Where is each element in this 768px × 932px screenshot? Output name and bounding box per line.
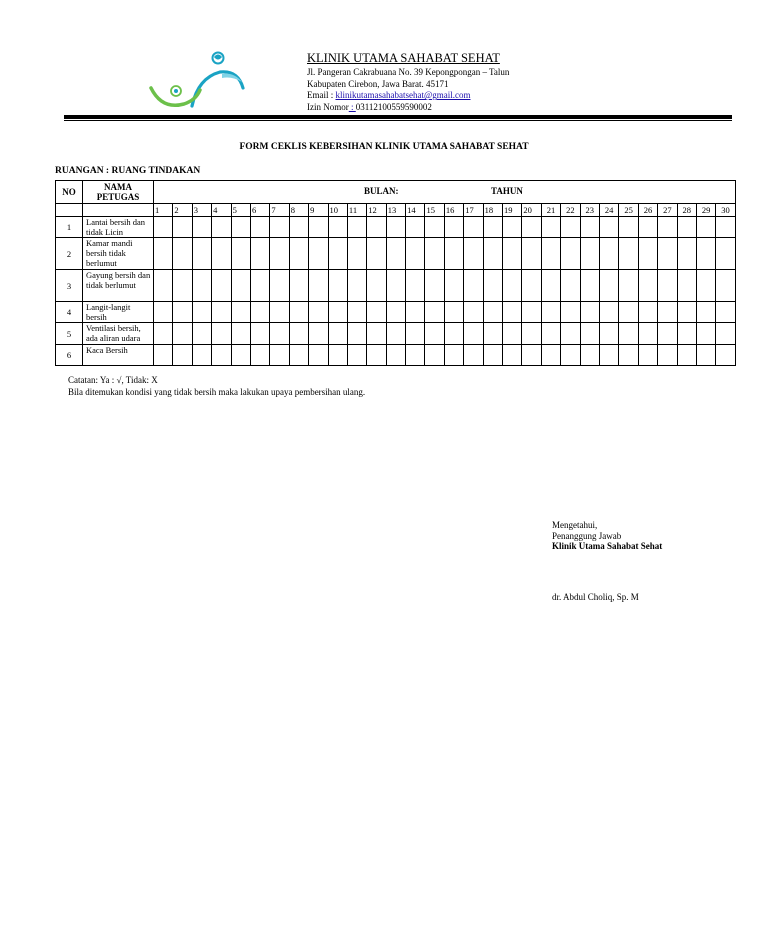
check-cell[interactable] [483,270,502,302]
check-cell[interactable] [619,323,638,345]
address-line-2: Kabupaten Cirebon, Jawa Barat. 45171 [307,78,449,89]
check-cell[interactable] [309,345,328,366]
table-row [56,238,736,270]
blank-cell [56,204,83,217]
check-cell[interactable] [483,238,502,270]
izin-line [307,102,509,114]
check-cell[interactable] [444,238,463,270]
check-cell[interactable] [309,238,328,270]
check-cell[interactable] [561,345,580,366]
day-number: 17 [464,204,483,217]
check-cell[interactable] [541,345,560,366]
notes-instruction: Bila ditemukan kondisi yang tidak bersih maka lakukan upaya pembersihan ulang. [68,387,366,397]
check-cell[interactable] [250,345,269,366]
check-cell[interactable] [406,270,425,302]
check-cell[interactable] [328,217,347,238]
check-cell[interactable] [386,323,405,345]
day-number: 6 [250,204,269,217]
check-cell[interactable] [231,217,250,238]
row-item: Langit-langit bersih [83,302,154,323]
row-item: Lantai bersih dan tidak Licin [83,217,154,238]
day-number: 22 [561,204,580,217]
check-cell[interactable] [270,345,289,366]
day-number-row [56,204,736,217]
check-cell[interactable] [328,270,347,302]
check-cell[interactable] [580,345,599,366]
check-cell[interactable] [599,345,618,366]
table-row [56,345,736,366]
check-cell[interactable] [444,323,463,345]
day-number: 2 [173,204,192,217]
day-number: 4 [212,204,231,217]
check-cell[interactable] [309,270,328,302]
check-cell[interactable] [638,217,657,238]
check-cell[interactable] [250,302,269,323]
check-cell[interactable] [212,217,231,238]
check-cell[interactable] [696,302,715,323]
day-number: 15 [425,204,444,217]
check-cell[interactable] [192,345,211,366]
check-cell[interactable] [270,217,289,238]
check-cell[interactable] [347,345,366,366]
header-row [56,181,736,204]
header-divider [64,115,732,119]
check-cell[interactable] [231,345,250,366]
check-cell[interactable] [231,302,250,323]
clinic-name: KLINIK UTAMA SAHABAT SEHAT [307,51,500,65]
day-number: 27 [658,204,677,217]
email-label: Email : [307,90,336,101]
room-label: RUANGAN : RUANG TINDAKAN [55,166,201,176]
check-cell[interactable] [328,323,347,345]
check-cell[interactable] [386,238,405,270]
signature-block [552,520,662,552]
check-cell[interactable] [173,238,192,270]
bulan-label: BULAN: [364,186,399,196]
signature-role: Penanggung Jawab [552,530,622,541]
check-cell[interactable] [619,217,638,238]
izin-separator: : [348,101,356,112]
check-cell[interactable] [677,345,696,366]
check-cell[interactable] [231,323,250,345]
check-cell[interactable] [580,270,599,302]
check-cell[interactable] [367,217,386,238]
check-cell[interactable] [541,270,560,302]
check-cell[interactable] [289,345,308,366]
table-row [56,270,736,302]
check-cell[interactable] [522,238,541,270]
check-cell[interactable] [696,345,715,366]
check-cell[interactable] [444,302,463,323]
day-number: 30 [716,204,735,217]
header-divider-thin [64,120,732,121]
check-cell[interactable] [677,270,696,302]
clinic-logo [148,48,246,112]
row-number: 3 [56,270,83,302]
day-number: 9 [309,204,328,217]
day-number: 28 [677,204,696,217]
check-cell[interactable] [561,238,580,270]
day-number: 10 [328,204,347,217]
check-cell[interactable] [464,217,483,238]
check-cell[interactable] [658,238,677,270]
check-cell[interactable] [347,217,366,238]
tahun-label: TAHUN [491,186,523,196]
check-cell[interactable] [309,217,328,238]
notes-legend: Catatan: Ya : √, Tidak: X [68,375,158,385]
izin-label: Izin Nomor [307,101,349,112]
check-cell[interactable] [561,270,580,302]
check-cell[interactable] [658,345,677,366]
check-cell[interactable] [367,302,386,323]
checklist-table [55,180,736,366]
check-cell[interactable] [192,238,211,270]
check-cell[interactable] [599,302,618,323]
check-cell[interactable] [192,217,211,238]
check-cell[interactable] [173,217,192,238]
check-cell[interactable] [347,238,366,270]
check-cell[interactable] [619,238,638,270]
row-number: 2 [56,238,83,270]
address-line-1: Jl. Pangeran Cakrabuana No. 39 Kepongpongan – Talun [307,67,510,77]
check-cell[interactable] [192,302,211,323]
check-cell[interactable] [347,323,366,345]
check-cell[interactable] [503,217,522,238]
check-cell[interactable] [464,302,483,323]
check-cell[interactable] [638,302,657,323]
row-number: 1 [56,217,83,238]
check-cell[interactable] [483,217,502,238]
check-cell[interactable] [444,217,463,238]
check-cell[interactable] [250,270,269,302]
row-number: 5 [56,323,83,345]
check-cell[interactable] [173,270,192,302]
check-cell[interactable] [289,323,308,345]
day-number: 7 [270,204,289,217]
check-cell[interactable] [464,345,483,366]
check-cell[interactable] [231,270,250,302]
check-cell[interactable] [716,345,735,366]
check-cell[interactable] [154,217,173,238]
day-number: 11 [347,204,366,217]
check-cell[interactable] [154,270,173,302]
check-cell[interactable] [522,345,541,366]
day-number: 20 [522,204,541,217]
table-row [56,323,736,345]
day-number: 18 [483,204,502,217]
check-cell[interactable] [406,345,425,366]
email-link[interactable]: klinikutamasahabatsehat@gmail.com [335,90,471,101]
check-cell[interactable] [154,323,173,345]
check-cell[interactable] [464,270,483,302]
check-cell[interactable] [192,270,211,302]
check-cell[interactable] [464,323,483,345]
check-cell[interactable] [580,323,599,345]
col-nama-header: NAMA PETUGAS [83,181,154,204]
check-cell[interactable] [677,302,696,323]
check-cell[interactable] [425,302,444,323]
check-cell[interactable] [154,238,173,270]
check-cell[interactable] [464,238,483,270]
check-cell[interactable] [386,345,405,366]
check-cell[interactable] [638,323,657,345]
check-cell[interactable] [406,238,425,270]
check-cell[interactable] [580,217,599,238]
check-cell[interactable] [309,323,328,345]
check-cell[interactable] [289,238,308,270]
check-cell[interactable] [173,302,192,323]
check-cell[interactable] [658,217,677,238]
check-cell[interactable] [212,323,231,345]
check-cell[interactable] [658,302,677,323]
table-row [56,217,736,238]
day-number: 23 [580,204,599,217]
row-item: Kaca Bersih [83,345,154,366]
check-cell[interactable] [212,302,231,323]
check-cell[interactable] [503,238,522,270]
check-cell[interactable] [250,238,269,270]
check-cell[interactable] [250,217,269,238]
check-cell[interactable] [289,270,308,302]
check-cell[interactable] [406,217,425,238]
day-number: 19 [503,204,522,217]
check-cell[interactable] [561,323,580,345]
check-cell[interactable] [347,302,366,323]
check-cell[interactable] [289,217,308,238]
day-number: 5 [231,204,250,217]
signature-clinic: Klinik Utama Sahabat Sehat [552,541,663,551]
blank-cell [83,204,154,217]
check-cell[interactable] [503,270,522,302]
check-cell[interactable] [483,302,502,323]
check-cell[interactable] [231,238,250,270]
day-number: 1 [154,204,173,217]
check-cell[interactable] [541,217,560,238]
check-cell[interactable] [696,270,715,302]
check-cell[interactable] [367,345,386,366]
check-cell[interactable] [192,323,211,345]
check-cell[interactable] [619,270,638,302]
check-cell[interactable] [386,217,405,238]
check-cell[interactable] [173,323,192,345]
check-cell[interactable] [599,270,618,302]
table-row [56,302,736,323]
check-cell[interactable] [638,345,657,366]
check-cell[interactable] [425,270,444,302]
day-number: 26 [638,204,657,217]
col-no-header: NO [56,181,83,204]
check-cell[interactable] [522,302,541,323]
check-cell[interactable] [444,270,463,302]
check-cell[interactable] [270,302,289,323]
check-cell[interactable] [561,302,580,323]
check-cell[interactable] [677,238,696,270]
check-cell[interactable] [561,217,580,238]
check-cell[interactable] [696,323,715,345]
check-cell[interactable] [347,270,366,302]
check-cell[interactable] [328,345,347,366]
check-cell[interactable] [522,217,541,238]
check-cell[interactable] [522,323,541,345]
check-cell[interactable] [328,238,347,270]
form-title: FORM CEKLIS KEBERSIHAN KLINIK UTAMA SAHABAT SEHAT [239,142,529,152]
check-cell[interactable] [173,345,192,366]
day-number: 29 [696,204,715,217]
day-number: 25 [619,204,638,217]
check-cell[interactable] [270,238,289,270]
check-cell[interactable] [270,270,289,302]
day-number: 12 [367,204,386,217]
check-cell[interactable] [289,302,308,323]
signature-acknowledged: Mengetahui, [552,520,598,530]
check-cell[interactable] [658,270,677,302]
check-cell[interactable] [406,323,425,345]
check-cell[interactable] [154,345,173,366]
check-cell[interactable] [619,345,638,366]
check-cell[interactable] [580,238,599,270]
check-cell[interactable] [270,323,289,345]
check-cell[interactable] [328,302,347,323]
check-cell[interactable] [696,238,715,270]
check-cell[interactable] [425,323,444,345]
check-cell[interactable] [716,323,735,345]
check-cell[interactable] [580,302,599,323]
check-cell[interactable] [250,323,269,345]
day-number: 14 [406,204,425,217]
check-cell[interactable] [212,238,231,270]
check-cell[interactable] [212,270,231,302]
notes [68,374,365,398]
check-cell[interactable] [599,217,618,238]
day-number: 13 [386,204,405,217]
check-cell[interactable] [716,302,735,323]
row-item: Gayung bersih dan tidak berlumut [83,270,154,302]
check-cell[interactable] [425,345,444,366]
check-cell[interactable] [619,302,638,323]
day-number: 3 [192,204,211,217]
day-number: 24 [599,204,618,217]
check-cell[interactable] [716,238,735,270]
check-cell[interactable] [541,323,560,345]
check-cell[interactable] [638,238,657,270]
check-cell[interactable] [658,323,677,345]
row-number: 6 [56,345,83,366]
row-item: Ventilasi bersih, ada aliran udara [83,323,154,345]
check-cell[interactable] [541,238,560,270]
check-cell[interactable] [483,323,502,345]
day-number: 21 [541,204,560,217]
check-cell[interactable] [425,217,444,238]
row-number: 4 [56,302,83,323]
day-number: 16 [444,204,463,217]
check-cell[interactable] [406,302,425,323]
check-cell[interactable] [367,270,386,302]
check-cell[interactable] [386,302,405,323]
check-cell[interactable] [425,238,444,270]
check-cell[interactable] [212,345,231,366]
check-cell[interactable] [309,302,328,323]
check-cell[interactable] [522,270,541,302]
check-cell[interactable] [716,270,735,302]
check-cell[interactable] [367,323,386,345]
check-cell[interactable] [503,302,522,323]
row-item: Kamar mandi bersih tidak berlumut [83,238,154,270]
month-year-header [154,181,736,204]
doctor-name: dr. Abdul Choliq, Sp. M [552,592,639,602]
check-cell[interactable] [154,302,173,323]
check-cell[interactable] [444,345,463,366]
check-cell[interactable] [599,238,618,270]
check-cell[interactable] [367,238,386,270]
izin-number: 03112100559590002 [355,101,432,112]
check-cell[interactable] [483,345,502,366]
check-cell[interactable] [503,323,522,345]
check-cell[interactable] [386,270,405,302]
email-line [307,90,509,102]
clinic-info [307,51,509,113]
check-cell[interactable] [503,345,522,366]
check-cell[interactable] [677,323,696,345]
check-cell[interactable] [541,302,560,323]
check-cell[interactable] [638,270,657,302]
check-cell[interactable] [599,323,618,345]
day-number: 8 [289,204,308,217]
check-cell[interactable] [696,217,715,238]
check-cell[interactable] [677,217,696,238]
check-cell[interactable] [716,217,735,238]
